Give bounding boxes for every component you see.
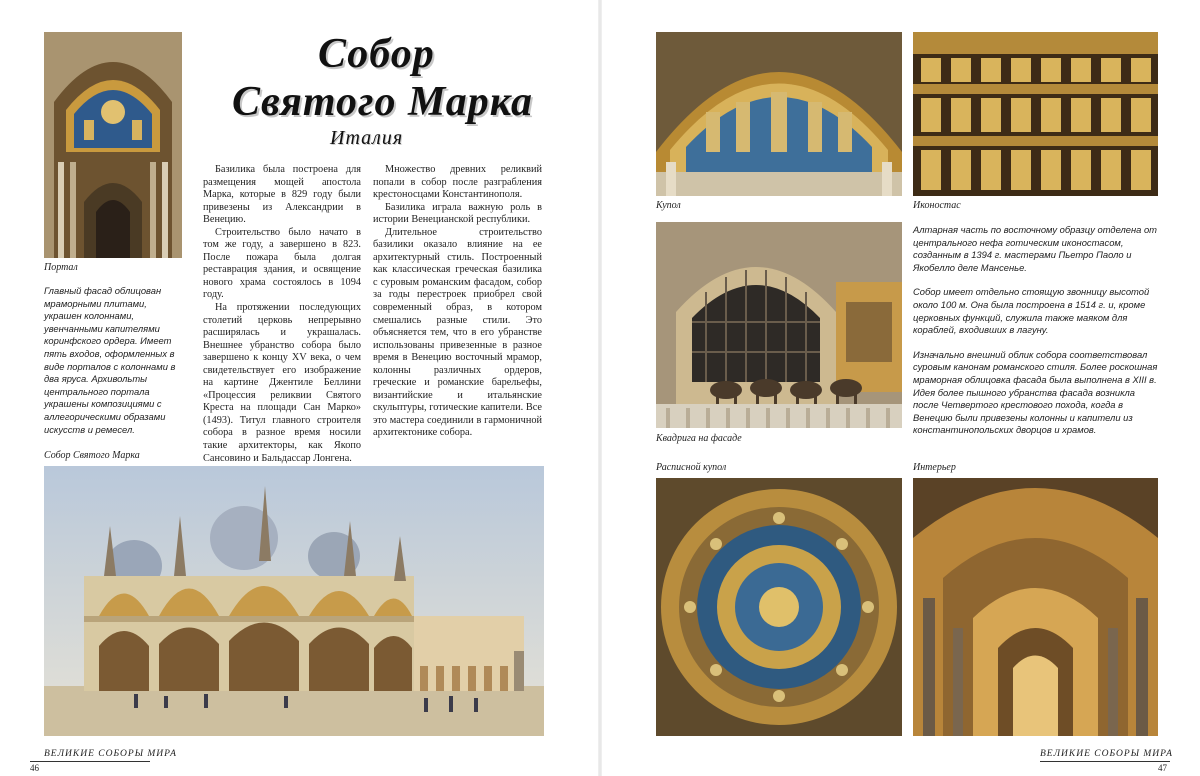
column1-paragraph: На протяжении последующих столетий церковь непрерывно расширялась и украшалась. Внешнее убранство собора было завершено к концу XV века, о чем свидетельствует его изображение на картине Джентиле Беллини «Процессия реликвии Святого Креста на площади Сан Марко» (1493). Титул главного строителя собора в разное время носили такие архитекторы, как Якопо Сансовино и Бальдассар Лонгена. <box>203 302 361 464</box>
painted-dome-photo <box>656 478 902 736</box>
right-description <box>913 224 1163 449</box>
right-paragraph: Алтарная часть по восточному образцу отделена от центрального нефа готическим иконостасом, созданным в 1394 г. мастерами Пьетро Паоло и Якобелло деле Мансенье. <box>913 224 1157 273</box>
caption-portal: Портал <box>44 262 78 273</box>
caption-cathedral: Собор Святого Марка <box>44 450 140 461</box>
footer-series-label-left: ВЕЛИКИЕ СОБОРЫ МИРА <box>44 749 177 759</box>
right-paragraph: Собор имеет отдельно стоящую звонницу высотой около 100 м. Она была построена в 1514 г. и, кроме церковных функций, служила также маяком для кораблей, входивших в лагуну. <box>913 286 1150 336</box>
column1-paragraph: Строительство было начато в том же году, а завершено в 823. После пожара была долгая реставрация здания, и освящение нового храма состоялось в 1094 году. <box>203 226 361 301</box>
column2-paragraph: Базилика играла важную роль в истории Венецианской республики. <box>373 201 542 226</box>
caption-interior: Интерьер <box>913 462 956 473</box>
page-title-line1: Собор <box>318 31 435 77</box>
dome-mosaic-photo <box>656 32 902 196</box>
text-column-2 <box>373 164 542 440</box>
right-paragraph: Изначально внешний облик собора соответствовал суровым канонам романского стиля. Более роскошная мраморная облицовка фасада была выполнена в XIII в. Идея более пышного убранства фасада возникла после Четвертого крестового похода, когда в Венецию были привезены колонны и капители из константинопольских дворцов и храмов. <box>913 348 1158 436</box>
portal-description-text: Главный фасад облицован мраморными плитами, украшен колоннами, увенчанными капителями коринфского ордера. Имеет пять входов, оформленных в виде порталов с колоннами в два яруса. Архивольты центрального портала украшены композициями с аллегорическими образами искусств и ремесел. <box>44 285 176 435</box>
book-gutter <box>598 0 602 776</box>
cathedral-painting <box>44 466 544 736</box>
footer-rule-right <box>1040 761 1170 762</box>
interior-photo <box>913 478 1158 736</box>
page-title-line2: Святого Марка <box>232 79 533 125</box>
column2-paragraph: Множество древних реликвий попали в собор после разграбления крестоносцами Константинополя. <box>373 164 542 201</box>
caption-quadriga: Квадрига на фасаде <box>656 433 742 444</box>
portal-description <box>44 285 184 436</box>
page-number-right: 47 <box>1158 763 1167 773</box>
text-column-1 <box>203 164 361 465</box>
caption-painted-dome: Расписной купол <box>656 462 727 473</box>
portal-photo <box>44 32 182 258</box>
quadriga-photo <box>656 222 902 428</box>
column1-paragraph: Базилика была построена для размещения мощей апостола Марка, которые в 829 году были привезены из Александрии в Венецию. <box>203 164 361 226</box>
footer-series-label-right: ВЕЛИКИЕ СОБОРЫ МИРА <box>1040 749 1173 759</box>
page-subtitle: Италия <box>330 127 404 149</box>
iconostasis-photo <box>913 32 1158 196</box>
footer-rule-left <box>30 761 150 762</box>
caption-iconostasis: Иконостас <box>913 200 961 211</box>
page-number-left: 46 <box>30 763 39 773</box>
caption-dome: Купол <box>656 200 681 211</box>
column2-paragraph: Длительное строительство базилики оказало влияние на ее архитектурный стиль. Построенный как классическая греческая базилика с суровым романским фасадом, собор за годы перестроек приобрел свой современный образ, в котором смешались разные стили. Это объясняется тем, что в его убранстве использованы привезенные в разное время в Венецию восточный мрамор, колонны различных ордеров, греческие и романские барельефы, византийские и итальянские скульптуры, готические капители. Все это мастера соединили в гармоничной архитектонике собора. <box>373 226 542 439</box>
